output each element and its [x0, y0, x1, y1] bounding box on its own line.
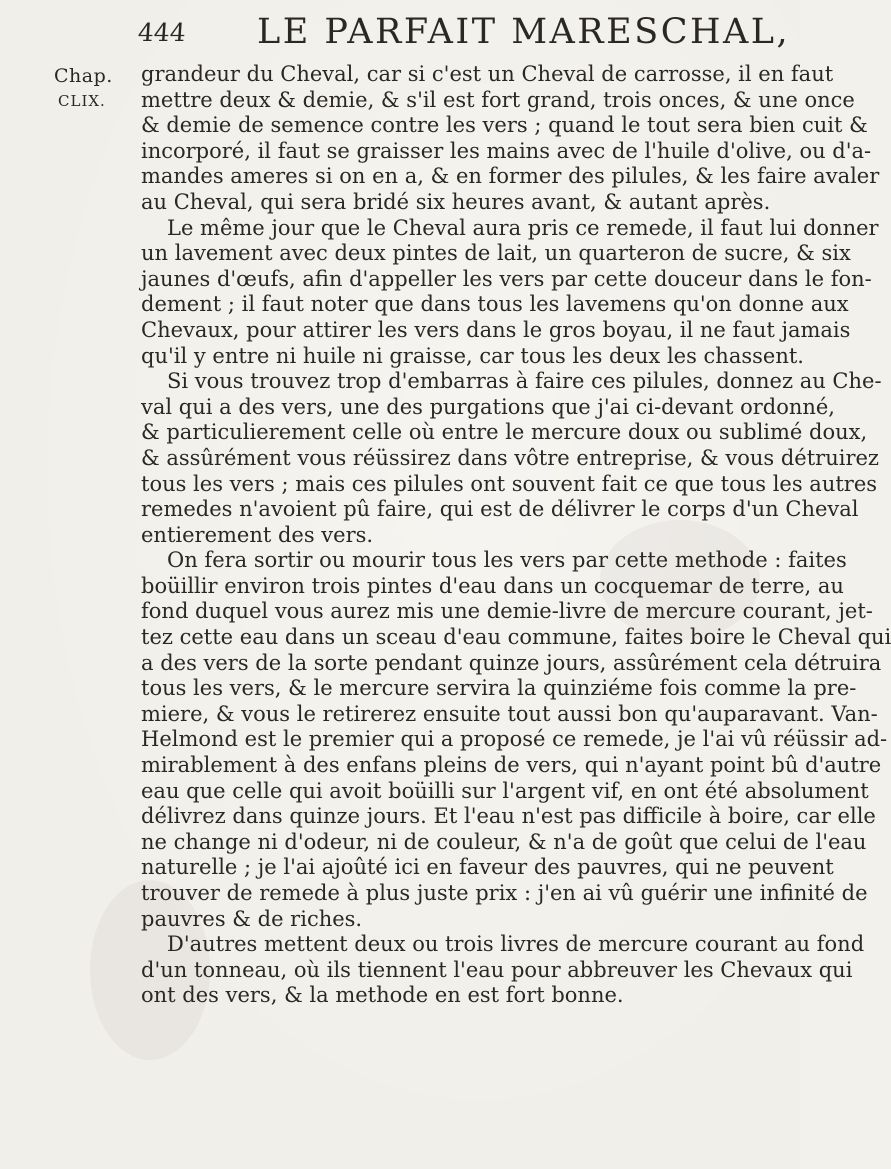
text-line: Chevaux, pour attirer les vers dans le gros boyau, il ne faut jamais — [141, 317, 851, 342]
text-line: remedes n'avoient pû faire, qui est de délivrer le corps d'un Cheval — [141, 497, 859, 522]
page-header — [0, 10, 800, 60]
text-line: a des vers de la sorte pendant quinze jours, assûrément cela détruira — [141, 650, 882, 675]
text-line: grandeur du Cheval, car si c'est un Cheval de carrosse, il en faut — [141, 62, 834, 86]
margin-chapter-label: Chap. — [54, 65, 113, 87]
paragraph-start-line: Le même jour que le Cheval aura pris ce remede, il faut lui donner — [167, 215, 879, 240]
text-line: miere, & vous le retirerez ensuite tout aussi bon qu'auparavant. Van- — [141, 701, 878, 726]
text-line: un lavement avec deux pintes de lait, un quarteron de sucre, & six — [141, 241, 851, 266]
text-line: Helmond est le premier qui a proposé ce remede, je l'ai vû réüssir ad- — [141, 727, 888, 752]
text-line: jaunes d'œufs, afin d'appeller les vers par cette douceur dans le fon- — [141, 266, 872, 291]
text-line: entierement des vers. — [141, 522, 374, 547]
text-line: fond duquel vous aurez mis une demie-livre de mercure courant, jet- — [141, 599, 873, 624]
text-line: & particulierement celle où entre le mercure doux ou sublimé doux, — [141, 420, 868, 445]
page-number: 444 — [136, 18, 187, 47]
text-line: ont des vers, & la methode en est fort bonne. — [141, 983, 624, 1008]
text-line: délivrez dans quinze jours. Et l'eau n'est pas difficile à boire, car elle — [141, 804, 876, 829]
text-line: val qui a des vers, une des purgations que j'ai ci-devant ordonné, — [141, 394, 835, 419]
body-text — [141, 62, 891, 1009]
text-line: qu'il y entre ni huile ni graisse, car tous les deux les chassent. — [141, 343, 804, 368]
text-line: ne change ni d'odeur, ni de couleur, & n'a de goût que celui de l'eau — [141, 829, 867, 854]
text-line: au Cheval, qui sera bridé six heures avant, & autant après. — [141, 189, 771, 214]
text-line: naturelle ; je l'ai ajoûté ici en faveur des pauvres, qui ne peuvent — [141, 855, 834, 880]
text-line: tous les vers, & le mercure servira la quinziéme fois comme la pre- — [141, 676, 857, 701]
text-line: boüillir environ trois pintes d'eau dans un cocquemar de terre, au — [141, 573, 844, 598]
margin-chapter-number: CLIX. — [58, 92, 106, 110]
text-line: trouver de remede à plus juste prix : j'en ai vû guérir une infinité de — [141, 881, 868, 905]
text-line: dement ; il faut noter que dans tous les lavemens qu'on donne aux — [141, 292, 849, 317]
paragraph-start-line: D'autres mettent deux ou trois livres de mercure courant au fond — [167, 932, 865, 957]
text-line: mandes ameres si on en a, & en former des pilules, & les faire avaler — [141, 164, 880, 189]
text-line: & assûrément vous réüssirez dans vôtre entreprise, & vous détruirez — [141, 445, 879, 470]
text-line: eau que celle qui avoit boüilli sur l'argent vif, en ont été absolument — [141, 778, 869, 803]
paragraph-start-line: On fera sortir ou mourir tous les vers par cette methode : faites — [167, 548, 847, 573]
running-title: LE PARFAIT MARESCHAL, — [257, 12, 791, 52]
text-line: d'un tonneau, où ils tiennent l'eau pour abbreuver les Chevaux qui — [141, 957, 853, 982]
text-line: mettre deux & demie, & s'il est fort grand, trois onces, & une once — [141, 87, 855, 112]
text-line: tous les vers ; mais ces pilules ont souvent fait ce que tous les autres — [141, 471, 878, 496]
text-line: mirablement à des enfans pleins de vers, qui n'ayant point bû d'autre — [141, 753, 882, 778]
text-line: & demie de semence contre les vers ; quand le tout sera bien cuit & — [141, 113, 868, 138]
text-line: incorporé, il faut se graisser les mains avec de l'huile d'olive, ou d'a- — [141, 138, 872, 163]
text-line: pauvres & de riches. — [141, 906, 363, 931]
text-line: tez cette eau dans un sceau d'eau commune, faites boire le Cheval qui — [141, 625, 891, 650]
paragraph-start-line: Si vous trouvez trop d'embarras à faire ces pilules, donnez au Che- — [167, 369, 882, 394]
